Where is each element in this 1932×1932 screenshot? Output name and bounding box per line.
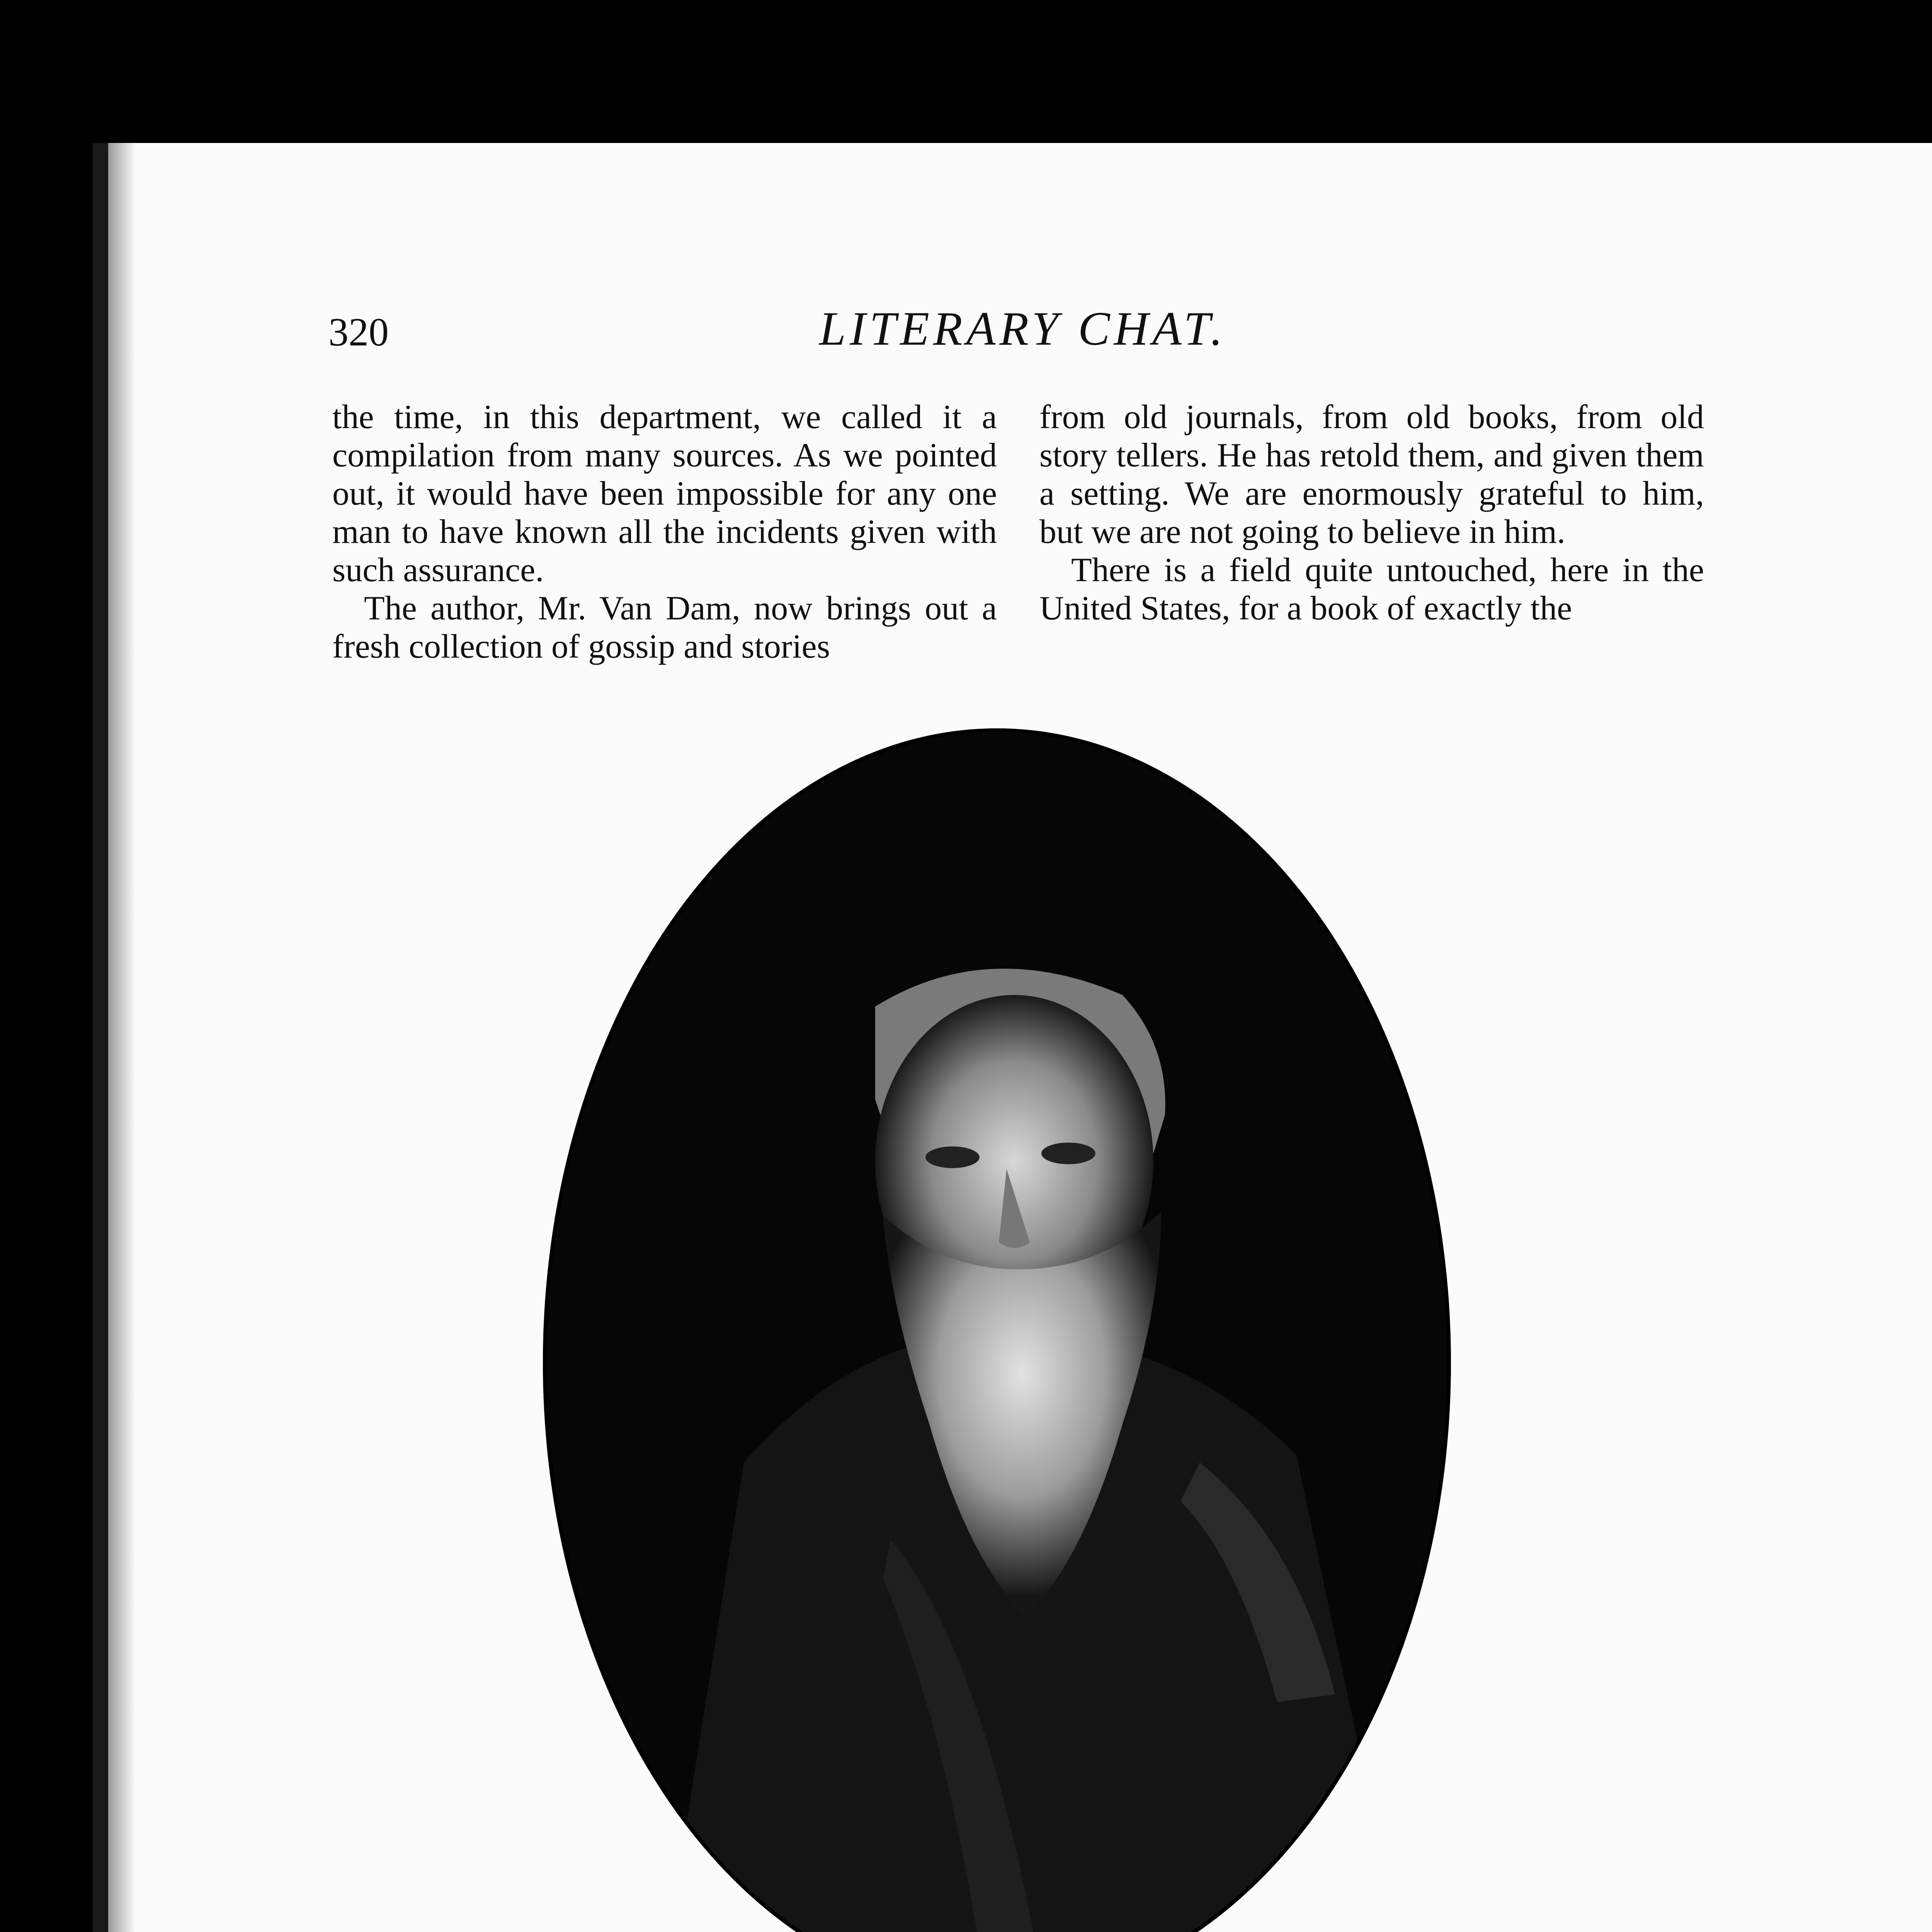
- column-top-left: [332, 398, 997, 666]
- gutter-shadow: [108, 143, 135, 1932]
- paragraph: The author, Mr. Van Dam, now brings out a fresh collection of gossip and stories: [332, 590, 997, 665]
- paragraph: There is a field quite untouched, here in the United States, for a book of exactly the: [1039, 551, 1704, 627]
- column-top-right: [1039, 398, 1704, 628]
- running-title: LITERARY CHAT.: [819, 302, 1227, 355]
- portrait-photograph: [543, 728, 1451, 1932]
- page-header: [232, 301, 1700, 355]
- page-number: 320: [328, 310, 389, 354]
- paragraph: the time, in this department, we called it a compilation from many sources. As we pointed out, it would have been impossible for any one man to have known all the incidents given with such assurance.: [332, 398, 997, 589]
- paragraph: from old journals, from old books, from old story tellers. He has retold them, and given them a setting. We are enormously grateful to him, but we are not going to believe in him.: [1039, 398, 1704, 551]
